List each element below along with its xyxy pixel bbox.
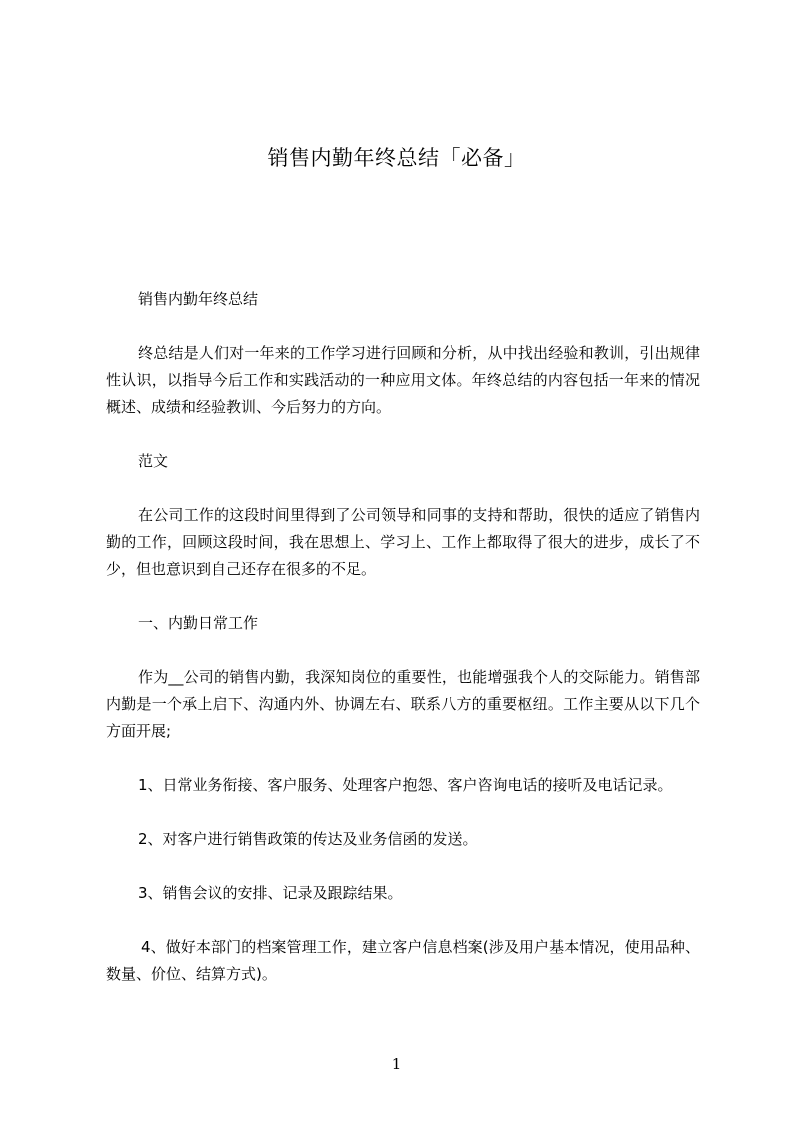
list-item: 1、日常业务衔接、客户服务、处理客户抱怨、客户咨询电话的接听及电话记录。 — [138, 776, 673, 794]
list-item: 2、对客户进行销售政策的传达及业务信函的发送。 — [138, 830, 478, 848]
intro-paragraph: 终总结是人们对一年来的工作学习进行回顾和分析，从中找出经验和教训，引出规律性认识，以指导今后工作和实践活动的一种应用文体。年终总结的内容包括一年来的情况概述、成绩和经验教训、今后努力的方向。 — [106, 344, 700, 416]
body-paragraph: 在公司工作的这段时间里得到了公司领导和同事的支持和帮助，很快的适应了销售内勤的工作，回顾这段时间，我在思想上、学习上、工作上都取得了很大的进步，成长了不少，但也意识到自己还存在很多的不足。 — [106, 506, 700, 578]
document-title: 销售内勤年终总结「必备」 — [267, 146, 526, 170]
list-item: 3、销售会议的安排、记录及跟踪结果。 — [138, 884, 403, 902]
page-number: 1 — [391, 1055, 402, 1073]
section-heading: 销售内勤年终总结 — [138, 290, 259, 308]
document-body — [106, 286, 700, 1015]
subsection-heading: 一、内勤日常工作 — [138, 614, 259, 632]
body-paragraph: 作为__公司的销售内勤，我深知岗位的重要性，也能增强我个人的交际能力。销售部内勤是一个承上启下、沟通内外、协调左右、联系八方的重要枢纽。工作主要从以下几个方面开展; — [106, 668, 700, 740]
sample-heading: 范文 — [138, 452, 169, 470]
list-item: 4、做好本部门的档案管理工作，建立客户信息档案(涉及用户基本情况，使用品种、数量、价位、结算方式)。 — [106, 938, 700, 983]
